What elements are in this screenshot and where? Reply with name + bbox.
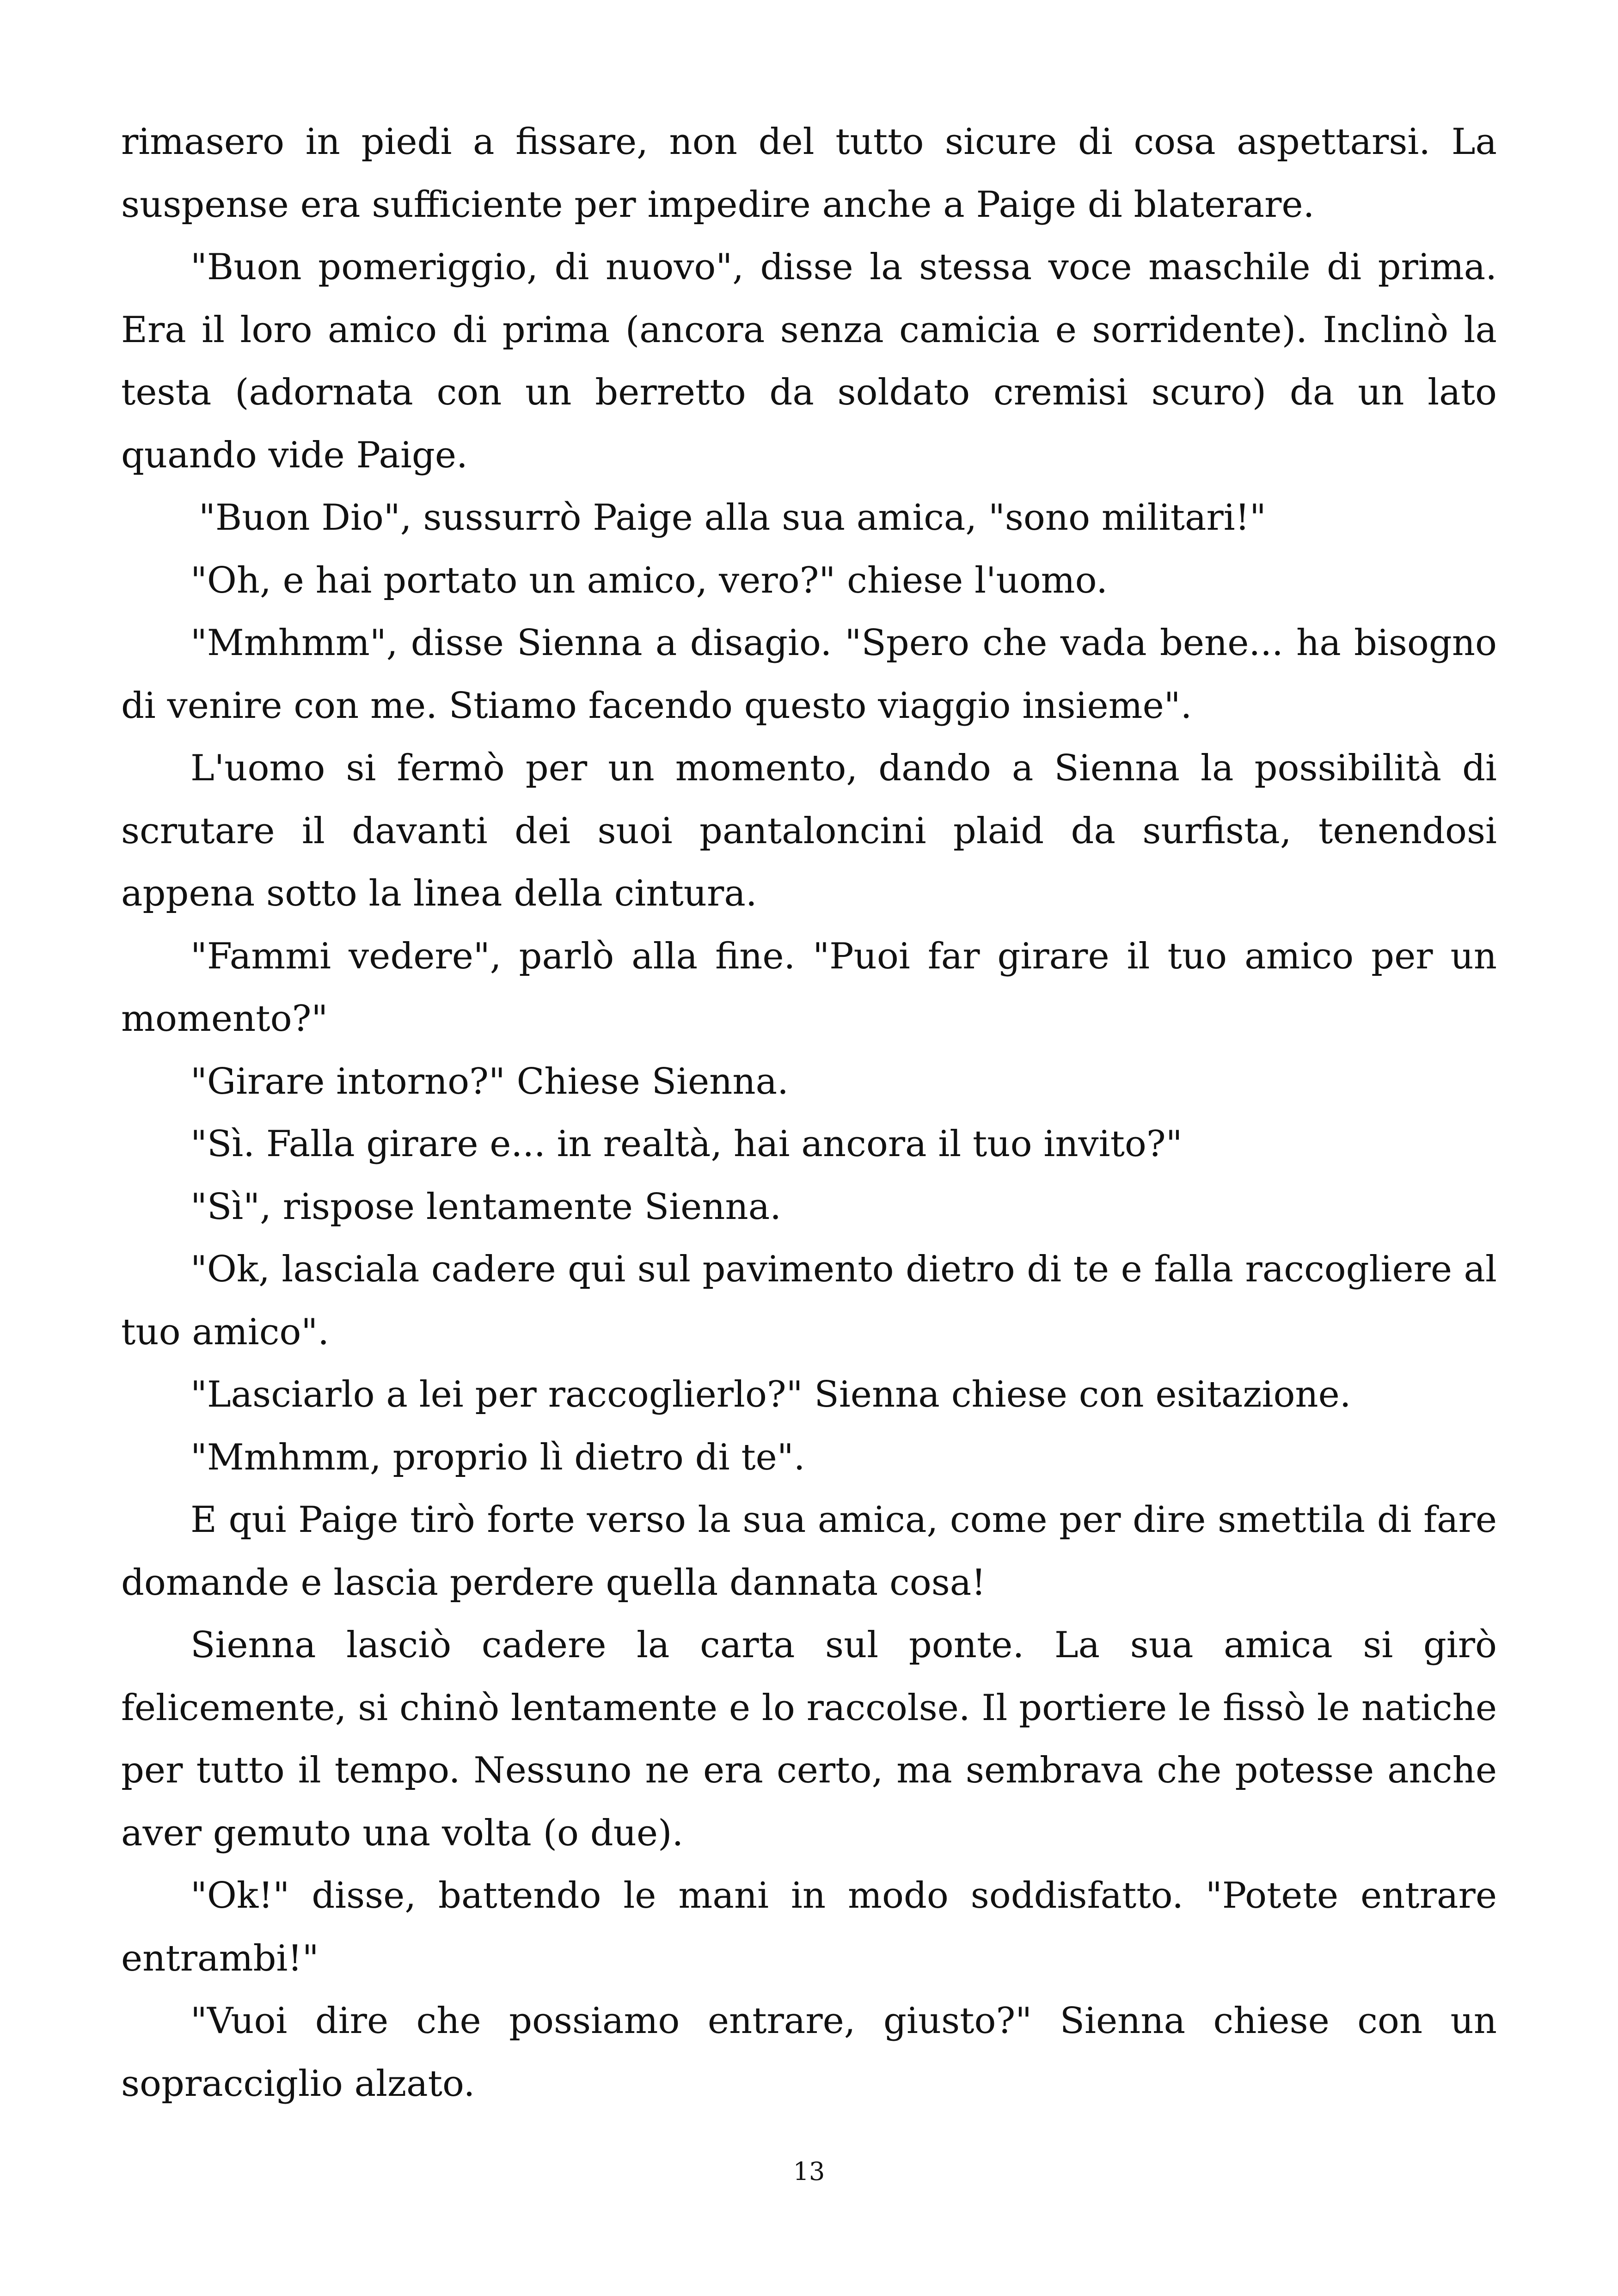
paragraph: "Ok!" disse, battendo le mani in modo soddisfatto. "Potete entrare entrambi!" (121, 1875, 1497, 1979)
paragraph: rimasero in piedi a fissare, non del tutto sicure di cosa aspettarsi. La suspense era sufficiente per impedire anche a Paige di blaterare. (121, 121, 1497, 226)
paragraph: E qui Paige tirò forte verso la sua amica, come per dire smettila di fare domande e lascia perdere quella dannata cosa! (121, 1499, 1497, 1604)
paragraph: "Oh, e hai portato un amico, vero?" chiese l'uomo. (190, 559, 1108, 601)
paragraph: "Buon Dio", sussurrò Paige alla sua amica, "sono militari!" (199, 497, 1266, 539)
paragraph: Sienna lasciò cadere la carta sul ponte. La sua amica si girò felicemente, si chinò lentamente e lo raccolse. Il portiere le fissò le natiche per tutto il tempo. Nessuno ne era certo, ma sembrava che potesse anche aver gemuto una volta (o due). (121, 1624, 1497, 1854)
paragraph: "Fammi vedere", parlò alla fine. "Puoi far girare il tuo amico per un momento?" (121, 935, 1497, 1040)
paragraph: "Mmhmm", disse Sienna a disagio. "Spero che vada bene... ha bisogno di venire con me. Stiamo facendo questo viaggio insieme". (121, 622, 1497, 727)
paragraph: "Sì. Falla girare e... in realtà, hai ancora il tuo invito?" (190, 1123, 1183, 1165)
paragraph: "Sì", rispose lentamente Sienna. (190, 1186, 782, 1228)
paragraph: "Vuoi dire che possiamo entrare, giusto?" Sienna chiese con un sopracciglio alzato. (121, 2000, 1497, 2105)
paragraph: "Buon pomeriggio, di nuovo", disse la stessa voce maschile di prima. Era il loro amico di prima (ancora senza camicia e sorridente). Inclinò la testa (adornata con un berretto da soldato cremisi scuro) da un lato quando vide Paige. (121, 246, 1497, 476)
paragraph: "Lasciarlo a lei per raccoglierlo?" Sienna chiese con esitazione. (190, 1374, 1351, 1415)
page-number: 13 (793, 2157, 825, 2186)
paragraph: "Ok, lasciala cadere qui sul pavimento dietro di te e falla raccogliere al tuo amico". (121, 1249, 1497, 1353)
paragraph: L'uomo si fermò per un momento, dando a Sienna la possibilità di scrutare il davanti dei suoi pantaloncini plaid da surfista, tenendosi appena sotto la linea della cintura. (121, 747, 1497, 914)
paragraph: "Mmhmm, proprio lì dietro di te". (190, 1436, 805, 1478)
paragraph: "Girare intorno?" Chiese Sienna. (190, 1060, 789, 1102)
body-text (121, 111, 1497, 2115)
